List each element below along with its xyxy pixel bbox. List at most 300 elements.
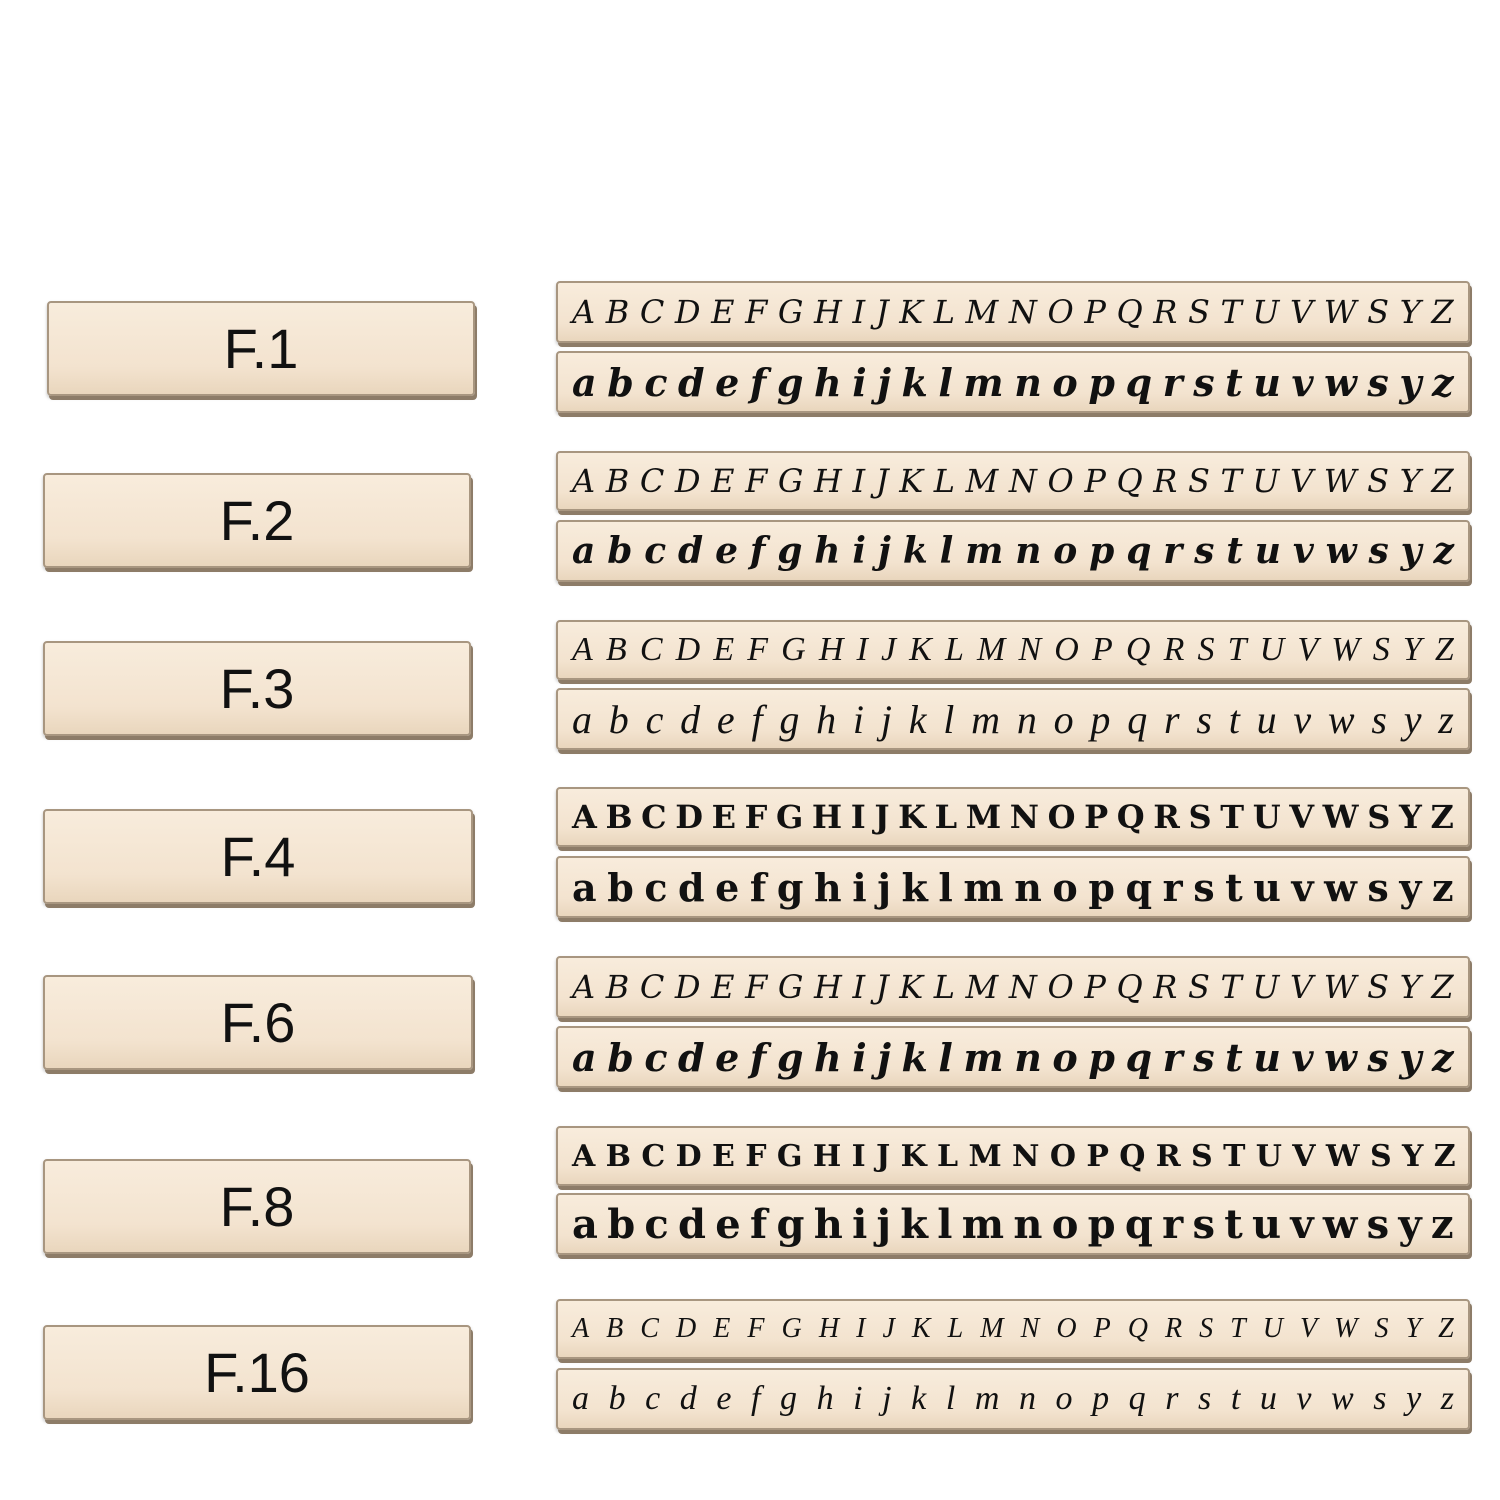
uppercase-letter: Z [1434, 631, 1454, 668]
uppercase-letter: T [1220, 968, 1242, 1006]
uppercase-letter: E [713, 1313, 731, 1344]
lowercase-letter: n [1014, 864, 1042, 910]
lowercase-letter: q [1127, 696, 1148, 742]
lowercase-letter: a [572, 1200, 598, 1248]
lowercase-letter: s [1368, 530, 1389, 572]
lowercase-letter: i [852, 530, 867, 572]
lowercase-letter: w [1324, 359, 1357, 405]
lowercase-letter: l [938, 359, 953, 405]
lowercase-letter: t [1225, 359, 1243, 405]
uppercase-letter: O [1056, 1313, 1077, 1344]
uppercase-letter: C [639, 968, 665, 1006]
lowercase-letter: z [1438, 696, 1454, 742]
uppercase-letter: C [639, 462, 665, 500]
lowercase-letter: n [1014, 1034, 1042, 1080]
lowercase-letter: e [715, 530, 738, 572]
uppercase-letter: B [605, 631, 627, 668]
uppercase-letter: K [898, 798, 926, 836]
uppercase-letter: S [1369, 1138, 1390, 1174]
uppercase-letter: Q [1119, 1138, 1144, 1174]
uppercase-strip [556, 620, 1470, 680]
uppercase-strip [556, 787, 1470, 847]
uppercase-letter: G [777, 293, 804, 331]
uppercase-letter: Q [1125, 631, 1151, 668]
lowercase-letter: v [1291, 864, 1314, 910]
uppercase-letter: Z [1433, 1138, 1454, 1174]
lowercase-letter: u [1253, 864, 1281, 910]
lowercase-letter: p [1089, 530, 1115, 572]
lowercase-letter: k [902, 530, 928, 572]
lowercase-letter: m [963, 359, 1004, 405]
uppercase-letter: R [1164, 1313, 1183, 1344]
lowercase-letter: k [901, 1034, 928, 1080]
lowercase-letter: r [1163, 530, 1183, 572]
uppercase-letter: C [639, 631, 663, 668]
uppercase-letter: Y [1399, 968, 1421, 1006]
uppercase-letter: Y [1399, 462, 1421, 500]
lowercase-letter: y [1403, 696, 1422, 742]
lowercase-letter: g [776, 1034, 804, 1080]
lowercase-letter: m [963, 1034, 1004, 1080]
uppercase-letter: H [814, 462, 842, 500]
uppercase-letter: R [1153, 968, 1178, 1006]
uppercase-letter: D [675, 631, 701, 668]
lowercase-letter: r [1162, 359, 1183, 405]
lowercase-letter: w [1322, 1200, 1358, 1248]
lowercase-letter: r [1162, 1200, 1184, 1248]
uppercase-letter: T [1230, 1313, 1246, 1344]
uppercase-letter: K [899, 968, 924, 1006]
uppercase-letter: B [605, 462, 630, 500]
lowercase-letter: y [1398, 1200, 1422, 1248]
lowercase-strip [556, 688, 1470, 750]
uppercase-letter: M [980, 1313, 1004, 1344]
lowercase-letter: o [1053, 696, 1074, 742]
lowercase-letter: n [1018, 1380, 1036, 1417]
lowercase-letter: q [1124, 1200, 1153, 1248]
uppercase-letter: P [1084, 462, 1106, 500]
lowercase-letter: u [1259, 1380, 1277, 1417]
uppercase-letter: L [944, 631, 964, 668]
lowercase-letter: r [1165, 1380, 1179, 1417]
uppercase-letter: K [899, 293, 924, 331]
lowercase-letter: l [937, 1200, 953, 1248]
uppercase-letter: D [674, 462, 701, 500]
uppercase-letter: E [711, 293, 735, 331]
uppercase-letter: G [781, 1313, 802, 1344]
lowercase-letter: v [1293, 696, 1312, 742]
lowercase-letter: t [1225, 1034, 1243, 1080]
uppercase-letter: H [814, 293, 842, 331]
uppercase-letter: T [1227, 631, 1247, 668]
uppercase-letter: T [1220, 462, 1242, 500]
uppercase-letter: D [675, 1138, 700, 1174]
uppercase-letter: G [781, 631, 806, 668]
lowercase-letter: w [1325, 530, 1357, 572]
lowercase-letter: j [877, 359, 891, 405]
uppercase-letter: J [876, 1138, 889, 1174]
uppercase-letter: Q [1116, 293, 1143, 331]
uppercase-letter: U [1252, 293, 1280, 331]
lowercase-letter: u [1256, 696, 1277, 742]
lowercase-letter: j [880, 696, 892, 742]
uppercase-letter: U [1259, 631, 1285, 668]
lowercase-letter: e [716, 1380, 732, 1417]
lowercase-letter: d [678, 864, 705, 910]
uppercase-letter: S [1367, 798, 1391, 836]
lowercase-letter: f [750, 1200, 768, 1248]
uppercase-letter: S [1191, 1138, 1211, 1174]
lowercase-letter: m [974, 1380, 1000, 1417]
lowercase-letter: f [751, 1380, 761, 1417]
uppercase-letter: R [1153, 462, 1178, 500]
lowercase-letter: c [645, 696, 664, 742]
lowercase-letter: t [1225, 864, 1243, 910]
uppercase-letter: N [1008, 462, 1037, 500]
uppercase-letter: S [1197, 631, 1215, 668]
lowercase-letter: c [644, 864, 668, 910]
lowercase-letter: o [1052, 359, 1078, 405]
lowercase-letter: o [1052, 1034, 1078, 1080]
lowercase-letter: d [678, 1034, 705, 1080]
lowercase-letter: c [644, 1034, 668, 1080]
uppercase-letter: H [811, 798, 843, 836]
lowercase-letter: k [900, 1200, 929, 1248]
font-label-f3: F.3 [43, 641, 471, 736]
uppercase-letter: S [1374, 1313, 1389, 1344]
uppercase-letter: F [744, 798, 768, 836]
uppercase-letter: F [745, 462, 768, 500]
lowercase-letter: z [1432, 359, 1454, 405]
uppercase-letter: S [1187, 293, 1210, 331]
uppercase-letter: A [572, 293, 596, 331]
uppercase-letter: Q [1116, 968, 1143, 1006]
lowercase-letter: d [680, 696, 701, 742]
lowercase-letter: u [1253, 359, 1281, 405]
uppercase-letter: M [965, 968, 999, 1006]
lowercase-letter: b [607, 1200, 636, 1248]
uppercase-letter: L [933, 968, 955, 1006]
lowercase-letter: f [749, 1034, 767, 1080]
lowercase-letter: u [1252, 1200, 1282, 1248]
uppercase-letter: C [639, 293, 665, 331]
uppercase-letter: O [1054, 631, 1079, 668]
uppercase-letter: F [747, 1313, 765, 1344]
uppercase-letter: O [1047, 798, 1076, 836]
uppercase-letter: T [1220, 798, 1245, 836]
uppercase-letter: O [1049, 1138, 1074, 1174]
lowercase-letter: w [1324, 1034, 1357, 1080]
uppercase-letter: I [852, 968, 866, 1006]
uppercase-letter: R [1153, 798, 1180, 836]
uppercase-letter: W [1334, 1313, 1358, 1344]
uppercase-letter: V [1292, 1138, 1314, 1174]
lowercase-letter: d [678, 1200, 707, 1248]
uppercase-letter: B [605, 1138, 629, 1174]
uppercase-letter: N [1009, 798, 1039, 836]
lowercase-letter: s [1194, 530, 1215, 572]
uppercase-letter: I [850, 798, 866, 836]
lowercase-letter: r [1162, 1034, 1183, 1080]
uppercase-letter: L [937, 1138, 957, 1174]
lowercase-letter: o [1053, 530, 1078, 572]
uppercase-letter: A [572, 798, 597, 836]
uppercase-letter: S [1367, 293, 1390, 331]
uppercase-letter: L [933, 462, 955, 500]
lowercase-letter: i [852, 696, 865, 742]
lowercase-letter: m [963, 864, 1004, 910]
lowercase-letter: c [645, 1380, 661, 1417]
lowercase-letter: f [749, 359, 767, 405]
lowercase-letter: u [1254, 530, 1281, 572]
lowercase-letter: t [1228, 696, 1240, 742]
font-label-f2: F.2 [43, 473, 471, 568]
lowercase-letter: v [1290, 1200, 1314, 1248]
uppercase-letter: L [933, 293, 955, 331]
lowercase-letter: h [813, 864, 842, 910]
lowercase-letter: b [607, 864, 634, 910]
uppercase-letter: S [1188, 798, 1212, 836]
lowercase-letter: e [715, 359, 740, 405]
lowercase-letter: d [679, 1380, 697, 1417]
lowercase-letter: s [1192, 1200, 1215, 1248]
lowercase-letter: v [1291, 359, 1314, 405]
uppercase-letter: Z [1430, 798, 1454, 836]
lowercase-letter: n [1016, 696, 1037, 742]
lowercase-letter: h [813, 1034, 842, 1080]
lowercase-letter: h [813, 359, 842, 405]
lowercase-letter: u [1253, 1034, 1281, 1080]
uppercase-letter: N [1020, 1313, 1040, 1344]
lowercase-letter: v [1296, 1380, 1312, 1417]
uppercase-letter: O [1047, 293, 1074, 331]
uppercase-letter: F [747, 631, 768, 668]
lowercase-letter: e [715, 864, 740, 910]
lowercase-letter: n [1014, 359, 1042, 405]
uppercase-letter: J [882, 1313, 895, 1344]
uppercase-letter: V [1300, 1313, 1318, 1344]
uppercase-letter: W [1325, 1138, 1358, 1174]
uppercase-strip [556, 281, 1470, 343]
lowercase-letter: s [1366, 1200, 1390, 1248]
uppercase-letter: S [1187, 968, 1210, 1006]
lowercase-letter: a [572, 864, 597, 910]
uppercase-letter: N [1018, 631, 1042, 668]
uppercase-letter: W [1331, 631, 1360, 668]
uppercase-letter: W [1322, 798, 1359, 836]
lowercase-letter: a [572, 359, 597, 405]
uppercase-letter: H [818, 1313, 840, 1344]
uppercase-letter: I [852, 462, 866, 500]
uppercase-letter: I [851, 1138, 864, 1174]
lowercase-letter: l [938, 1034, 953, 1080]
lowercase-letter: l [943, 696, 955, 742]
font-label-f4: F.4 [43, 809, 473, 904]
uppercase-letter: V [1289, 293, 1314, 331]
lowercase-letter: t [1230, 1380, 1241, 1417]
font-label-f6: F.6 [43, 975, 473, 1070]
lowercase-letter: o [1055, 1380, 1073, 1417]
uppercase-letter: E [713, 631, 735, 668]
uppercase-letter: G [776, 1138, 801, 1174]
lowercase-letter: b [607, 1034, 634, 1080]
lowercase-strip [556, 351, 1470, 413]
lowercase-letter: p [1087, 1200, 1116, 1248]
uppercase-letter: D [676, 1313, 697, 1344]
lowercase-letter: b [608, 696, 629, 742]
uppercase-letter: Y [1405, 1313, 1422, 1344]
uppercase-letter: J [874, 798, 890, 836]
uppercase-letter: J [875, 968, 889, 1006]
lowercase-letter: m [971, 696, 1001, 742]
lowercase-letter: e [716, 696, 735, 742]
lowercase-letter: i [853, 1380, 863, 1417]
uppercase-letter: U [1252, 798, 1281, 836]
lowercase-letter: l [938, 864, 953, 910]
uppercase-letter: C [640, 1313, 659, 1344]
lowercase-letter: o [1051, 1200, 1079, 1248]
uppercase-letter: V [1289, 968, 1314, 1006]
lowercase-letter: g [779, 696, 800, 742]
uppercase-letter: Z [1438, 1313, 1454, 1344]
uppercase-letter: C [641, 798, 667, 836]
uppercase-letter: F [745, 968, 768, 1006]
lowercase-letter: y [1399, 1034, 1422, 1080]
lowercase-letter: m [961, 1200, 1005, 1248]
lowercase-letter: z [1433, 530, 1454, 572]
lowercase-letter: q [1125, 1034, 1153, 1080]
uppercase-strip [556, 956, 1470, 1018]
lowercase-letter: p [1088, 1034, 1115, 1080]
lowercase-letter: t [1226, 530, 1243, 572]
lowercase-letter: q [1125, 359, 1153, 405]
uppercase-letter: Y [1398, 798, 1422, 836]
uppercase-letter: S [1367, 968, 1390, 1006]
uppercase-letter: U [1252, 968, 1280, 1006]
lowercase-letter: k [901, 359, 928, 405]
uppercase-letter: P [1091, 631, 1113, 668]
lowercase-letter: j [876, 1200, 892, 1248]
lowercase-letter: z [1430, 1200, 1454, 1248]
uppercase-letter: E [711, 968, 735, 1006]
lowercase-letter: a [572, 1380, 589, 1417]
uppercase-letter: M [977, 631, 1006, 668]
uppercase-letter: N [1008, 293, 1037, 331]
uppercase-strip [556, 1299, 1470, 1359]
uppercase-letter: O [1047, 462, 1074, 500]
uppercase-letter: Y [1402, 1138, 1422, 1174]
lowercase-letter: i [852, 1200, 868, 1248]
uppercase-letter: Z [1431, 968, 1454, 1006]
lowercase-letter: w [1327, 696, 1355, 742]
lowercase-letter: g [776, 864, 804, 910]
uppercase-letter: D [675, 798, 703, 836]
uppercase-letter: G [777, 968, 804, 1006]
uppercase-letter: Z [1431, 462, 1454, 500]
lowercase-letter: t [1224, 1200, 1243, 1248]
lowercase-letter: s [1367, 359, 1389, 405]
lowercase-letter: j [882, 1380, 892, 1417]
uppercase-letter: S [1187, 462, 1210, 500]
lowercase-letter: l [945, 1380, 956, 1417]
uppercase-letter: I [856, 631, 868, 668]
uppercase-letter: G [775, 798, 804, 836]
uppercase-letter: B [605, 968, 630, 1006]
uppercase-letter: U [1262, 1313, 1283, 1344]
uppercase-letter: R [1155, 1138, 1179, 1174]
uppercase-letter: T [1220, 293, 1242, 331]
lowercase-letter: h [816, 1380, 834, 1417]
lowercase-letter: s [1367, 1034, 1389, 1080]
lowercase-letter: y [1400, 530, 1422, 572]
uppercase-letter: B [606, 1313, 624, 1344]
uppercase-letter: R [1163, 631, 1185, 668]
uppercase-letter: K [900, 1138, 925, 1174]
lowercase-strip [556, 520, 1470, 582]
uppercase-letter: R [1153, 293, 1178, 331]
lowercase-letter: p [1092, 1380, 1110, 1417]
lowercase-letter: q [1126, 530, 1152, 572]
uppercase-letter: H [812, 1138, 840, 1174]
lowercase-letter: s [1373, 1380, 1387, 1417]
uppercase-letter: A [572, 1138, 594, 1174]
uppercase-letter: M [965, 293, 999, 331]
lowercase-letter: b [607, 359, 634, 405]
lowercase-letter: s [1193, 359, 1215, 405]
uppercase-letter: U [1255, 1138, 1280, 1174]
lowercase-letter: n [1015, 530, 1042, 572]
uppercase-letter: P [1086, 1138, 1107, 1174]
lowercase-letter: h [814, 530, 841, 572]
uppercase-letter: K [909, 631, 932, 668]
lowercase-strip [556, 856, 1470, 918]
uppercase-letter: V [1289, 462, 1314, 500]
lowercase-letter: q [1128, 1380, 1146, 1417]
lowercase-letter: i [852, 359, 867, 405]
lowercase-letter: d [678, 359, 705, 405]
uppercase-letter: I [856, 1313, 866, 1344]
lowercase-letter: g [776, 1200, 805, 1248]
uppercase-letter: W [1323, 293, 1357, 331]
lowercase-letter: l [939, 530, 954, 572]
uppercase-letter: K [911, 1313, 931, 1344]
uppercase-letter: U [1252, 462, 1280, 500]
lowercase-letter: m [965, 530, 1004, 572]
uppercase-letter: F [745, 1138, 765, 1174]
lowercase-letter: c [644, 530, 667, 572]
uppercase-letter: D [674, 293, 701, 331]
uppercase-letter: B [605, 798, 633, 836]
lowercase-letter: b [608, 1380, 626, 1417]
uppercase-letter: V [1297, 631, 1319, 668]
lowercase-letter: h [816, 696, 837, 742]
lowercase-letter: h [813, 1200, 843, 1248]
lowercase-letter: w [1331, 1380, 1354, 1417]
lowercase-letter: c [644, 1200, 669, 1248]
lowercase-strip [556, 1193, 1470, 1255]
uppercase-strip [556, 451, 1470, 511]
uppercase-letter: N [1008, 968, 1037, 1006]
lowercase-letter: f [751, 696, 763, 742]
lowercase-letter: v [1291, 1034, 1314, 1080]
font-label-f16: F.16 [43, 1325, 471, 1420]
lowercase-letter: g [777, 530, 803, 572]
lowercase-letter: z [1440, 1380, 1454, 1417]
uppercase-letter: Q [1116, 462, 1143, 500]
lowercase-letter: r [1162, 864, 1183, 910]
uppercase-letter: H [814, 968, 842, 1006]
uppercase-letter: L [947, 1313, 964, 1344]
